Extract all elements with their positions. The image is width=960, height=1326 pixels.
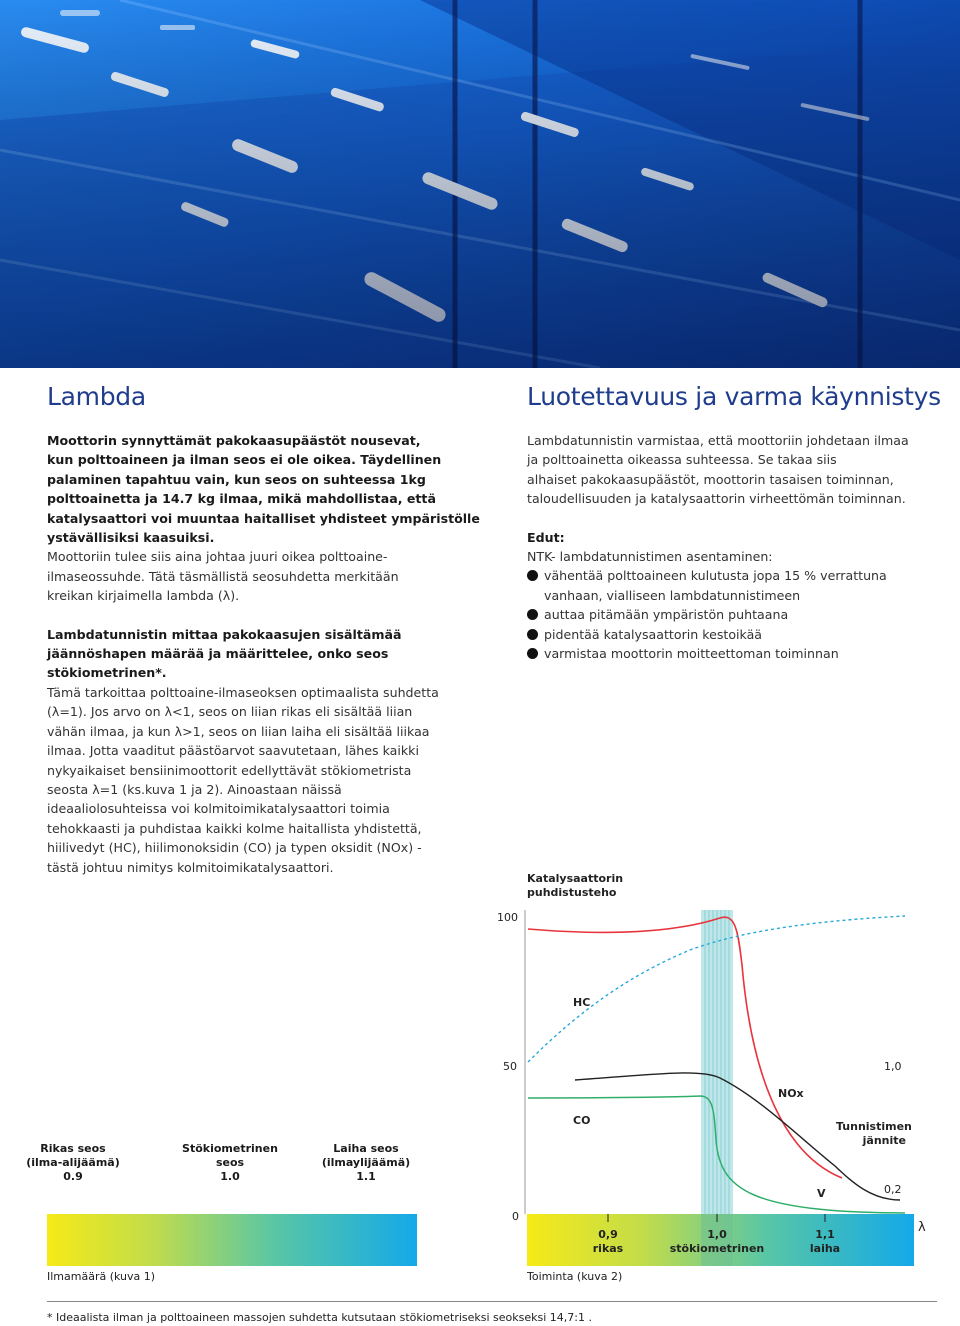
fig2-xlabel-stoich — [667, 1228, 767, 1256]
intro-bold-line: palaminen tapahtuu vain, kun seos on suhteessa 1kg — [47, 471, 426, 487]
fig2-xlabel-line: laiha — [809, 1242, 841, 1255]
paragraph-line: kreikan kirjaimella lambda (λ). — [47, 588, 240, 604]
intro-bold-line: polttoainetta ja 14.7 kg ilmaa, mikä mahdollistaa, että — [47, 491, 436, 507]
intro-line: taloudellisuuden ja katalysaattorin virheettömän toiminnan. — [527, 491, 906, 507]
benefit-text: vanhaan, vialliseen lambdatunnistimeen — [544, 587, 801, 603]
paragraph-line: nykyaikaiset bensiinimoottorit edellyttävät stökiometrista — [47, 762, 412, 778]
fig2-xlabel-line: 1,1 — [815, 1228, 835, 1241]
paragraph-line: Tämä tarkoittaa polttoaine-ilmaseoksen optimaalista suhdetta — [47, 684, 439, 700]
intro-line: alhaiset pakokaasupäästöt, moottorin tasaisen toiminnan, — [527, 471, 894, 487]
right-title: Luotettavuus ja varma käynnistys — [527, 382, 941, 411]
fig1-label-line: Stökiometrinen — [182, 1142, 278, 1155]
fig2-ytick-0: 0 — [512, 1210, 519, 1223]
intro-bold-line: kun polttoaineen ja ilman seos ei ole oikea. Täydellinen — [47, 452, 442, 468]
bold-line: Lambdatunnistin mittaa pakokaasujen sisältämää — [47, 626, 402, 642]
paragraph-line: ideaaliolosuhteissa voi kolmitoimikatalysaattori toimia — [47, 801, 390, 817]
fig2-xlabel-line: rikas — [592, 1242, 624, 1255]
intro-line: ja polttoainetta oikeassa suhteessa. Se takaa siis — [527, 452, 837, 468]
lambda-symbol: λ — [918, 1220, 926, 1235]
edut-subheading: NTK- lambdatunnistimen asentaminen: — [527, 549, 773, 565]
paragraph-line: hiilivedyt (HC), hiilimonoksidin (CO) ja typen oksidit (NOx) - — [47, 840, 422, 856]
hc-label: HC — [573, 996, 591, 1009]
fig1-label-line: Rikas seos — [40, 1142, 106, 1155]
fig2-xlabel-lean — [795, 1228, 855, 1256]
nox-label: NOx — [778, 1087, 804, 1100]
benefit-text: vähentää polttoaineen kulutusta jopa 15 % verrattuna — [544, 568, 887, 584]
fig1-caption: Ilmamäärä (kuva 1) — [47, 1270, 156, 1283]
fig2-ylabel-line: puhdistusteho — [527, 886, 617, 899]
voltage-label-line: Tunnistimen — [836, 1120, 912, 1133]
fig1-label-line: (ilmaylijäämä) — [321, 1156, 411, 1169]
footnote: * Ideaalista ilman ja polttoaineen massojen suhdetta kutsutaan stökiometriseksi seokseksi 14,7:1 . — [47, 1311, 592, 1324]
fig1-label-line: 0.9 — [63, 1170, 83, 1183]
fig2-xlabel-line: 0,9 — [598, 1228, 618, 1241]
fig2-xlabel-line: stökiometrinen — [669, 1242, 765, 1255]
hc-curve — [528, 917, 842, 1178]
voltage-label-line: jännite — [862, 1134, 906, 1147]
intro-bold-line: Moottorin synnyttämät pakokaasupäästöt nousevat, — [47, 433, 421, 448]
fig1-label-line: seos — [215, 1156, 245, 1169]
bold-line: stökiometrinen*. — [47, 665, 167, 681]
intro-line: Lambdatunnistin varmistaa, että moottoriin johdetaan ilmaa — [527, 433, 909, 448]
paragraph-line: Moottoriin tulee siis aina johtaa juuri oikea polttoaine- — [47, 549, 388, 565]
fig2-xlabel-line: 1,0 — [707, 1228, 727, 1241]
fig1-label-line: (ilma-alijäämä) — [26, 1156, 120, 1169]
fig2-ytick-50: 50 — [503, 1060, 517, 1073]
voltage-label — [836, 1120, 912, 1148]
fig2-right-tick-0-2: 0,2 — [884, 1183, 902, 1196]
lambda-window-band — [701, 910, 733, 1214]
fig2-caption: Toiminta (kuva 2) — [527, 1270, 623, 1283]
benefit-text: auttaa pitämään ympäristön puhtaana — [544, 607, 789, 623]
fig2-right-tick-1-0: 1,0 — [884, 1060, 902, 1073]
voltage-v-label: V — [817, 1187, 826, 1200]
footnote-rule — [47, 1301, 937, 1302]
benefit-text: pidentää katalysaattorin kestoikää — [544, 626, 763, 642]
intro-bold-line: katalysaattori voi muuntaa haitalliset yhdisteet ympäristölle — [47, 510, 480, 526]
edut-heading: Edut: — [527, 529, 565, 545]
paragraph-line: tehokkaasti ja puhdistaa kaikki kolme haitallista yhdistettä, — [47, 820, 422, 836]
left-title: Lambda — [47, 382, 146, 411]
bold-line: jäännöshapen määrää ja määrittelee, onko seos — [47, 646, 389, 662]
paragraph-line: seosta λ=1 (ks.kuva 1 ja 2). Ainoastaan näissä — [47, 781, 342, 797]
paragraph-line: ilmaa. Jotta vaaditut päästöarvot saavutetaan, lähes kaikki — [47, 743, 419, 759]
fig2-ylabel-line: Katalysaattorin — [527, 872, 624, 885]
paragraph-line: vähän ilmaa, ja kun λ>1, seos on liian laiha eli sisältää liikaa — [47, 723, 430, 739]
co-label: CO — [573, 1114, 591, 1127]
fig2-xlabel-rich — [578, 1228, 638, 1256]
intro-bold-line: ystävällisiksi kaasuiksi. — [47, 530, 215, 546]
paragraph-line: tästä johtuu nimitys kolmitoimikatalysaattori. — [47, 859, 334, 875]
paragraph-line: ilmaseossuhde. Tätä täsmällistä seosuhdetta merkitään — [47, 568, 399, 584]
fig1-label-line: 1.1 — [356, 1170, 376, 1183]
paragraph-line: (λ=1). Jos arvo on λ<1, seos on liian rikas eli sisältää liian — [47, 704, 413, 720]
fig1-label-line: 1.0 — [220, 1170, 240, 1183]
fig1-label-line: Laiha seos — [333, 1142, 399, 1155]
benefit-text: varmistaa moottorin moitteettoman toiminnan — [544, 646, 839, 662]
fig2-ytick-100: 100 — [497, 911, 518, 924]
